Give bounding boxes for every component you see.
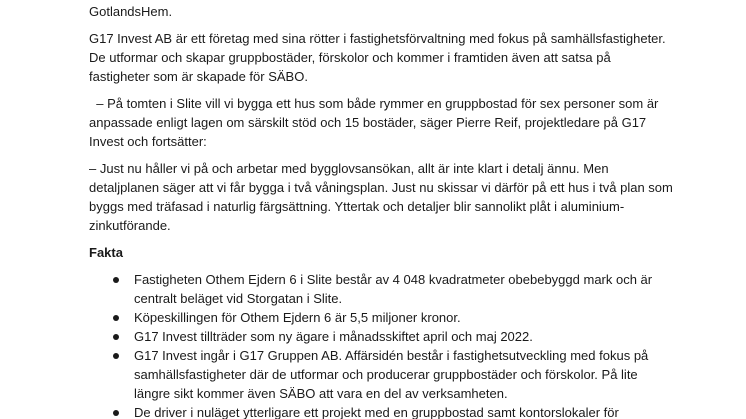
quote2-line-2: detaljplanen säger att vi får bygga i två våningsplan. Just nu skissar vi därför på ett hus i två plan som xyxy=(89,180,673,195)
intro-line-1: G17 Invest AB är ett företag med sina rötter i fastighetsförvaltning med fokus på samhällsfastigheter. xyxy=(89,31,666,46)
bullet-icon xyxy=(113,334,119,340)
lead-line: GotlandsHem. xyxy=(89,4,173,19)
quote2-line-4: zinkutförande. xyxy=(89,218,171,233)
quote2-line-1: – Just nu håller vi på och arbetar med bygglovsansökan, allt är inte klart i detalj ännu. Men xyxy=(89,161,609,176)
facts-heading: Fakta xyxy=(89,245,123,260)
bullet-icon xyxy=(113,410,119,416)
intro-line-2: De utformar och skapar gruppbostäder, förskolor och kommer i framtiden även att satsa på xyxy=(89,50,611,65)
fact-3-line-1: G17 Invest tillträder som ny ägare i månadsskiftet april och maj 2022. xyxy=(134,329,533,344)
fact-5-line-1: De driver i nuläget ytterligare ett projekt med en gruppbostad samt kontorslokaler för xyxy=(134,405,619,419)
quote2-line-3: byggs med träfasad i naturlig färgsättning. Yttertak och detaljer blir sannolikt plåt i aluminium- xyxy=(89,199,625,214)
bullet-icon xyxy=(113,277,119,283)
fact-4-line-2: samhällsfastigheter där de utformar och producerar gruppbostäder och förskolor. På lite xyxy=(134,367,638,382)
fact-1-line-1: Fastigheten Othem Ejdern 6 i Slite består av 4 048 kvadratmeter obebebyggd mark och är xyxy=(134,272,653,287)
quote1-line-2: anpassade enligt lagen om särskilt stöd och 15 bostäder, säger Pierre Reif, projektledare på G17 xyxy=(89,115,647,130)
quote1-line-3: Invest och fortsätter: xyxy=(89,134,207,149)
fact-4-line-3: längre sikt kommer även SÄBO att vara en del av verksamheten. xyxy=(134,386,508,401)
fact-2-line-1: Köpeskillingen för Othem Ejdern 6 är 5,5 miljoner kronor. xyxy=(134,310,461,325)
intro-line-3: fastigheter som är skapade för SÄBO. xyxy=(89,69,308,84)
fact-4-line-1: G17 Invest ingår i G17 Gruppen AB. Affärsidén består i fastighetsutveckling med fokus på xyxy=(134,348,649,363)
bullet-icon xyxy=(113,315,119,321)
quote1-line-1: – På tomten i Slite vill vi bygga ett hus som både rymmer en gruppbostad för sex personer som är xyxy=(89,96,659,111)
fact-1-line-2: centralt beläget vid Storgatan i Slite. xyxy=(134,291,343,306)
bullet-icon xyxy=(113,353,119,359)
